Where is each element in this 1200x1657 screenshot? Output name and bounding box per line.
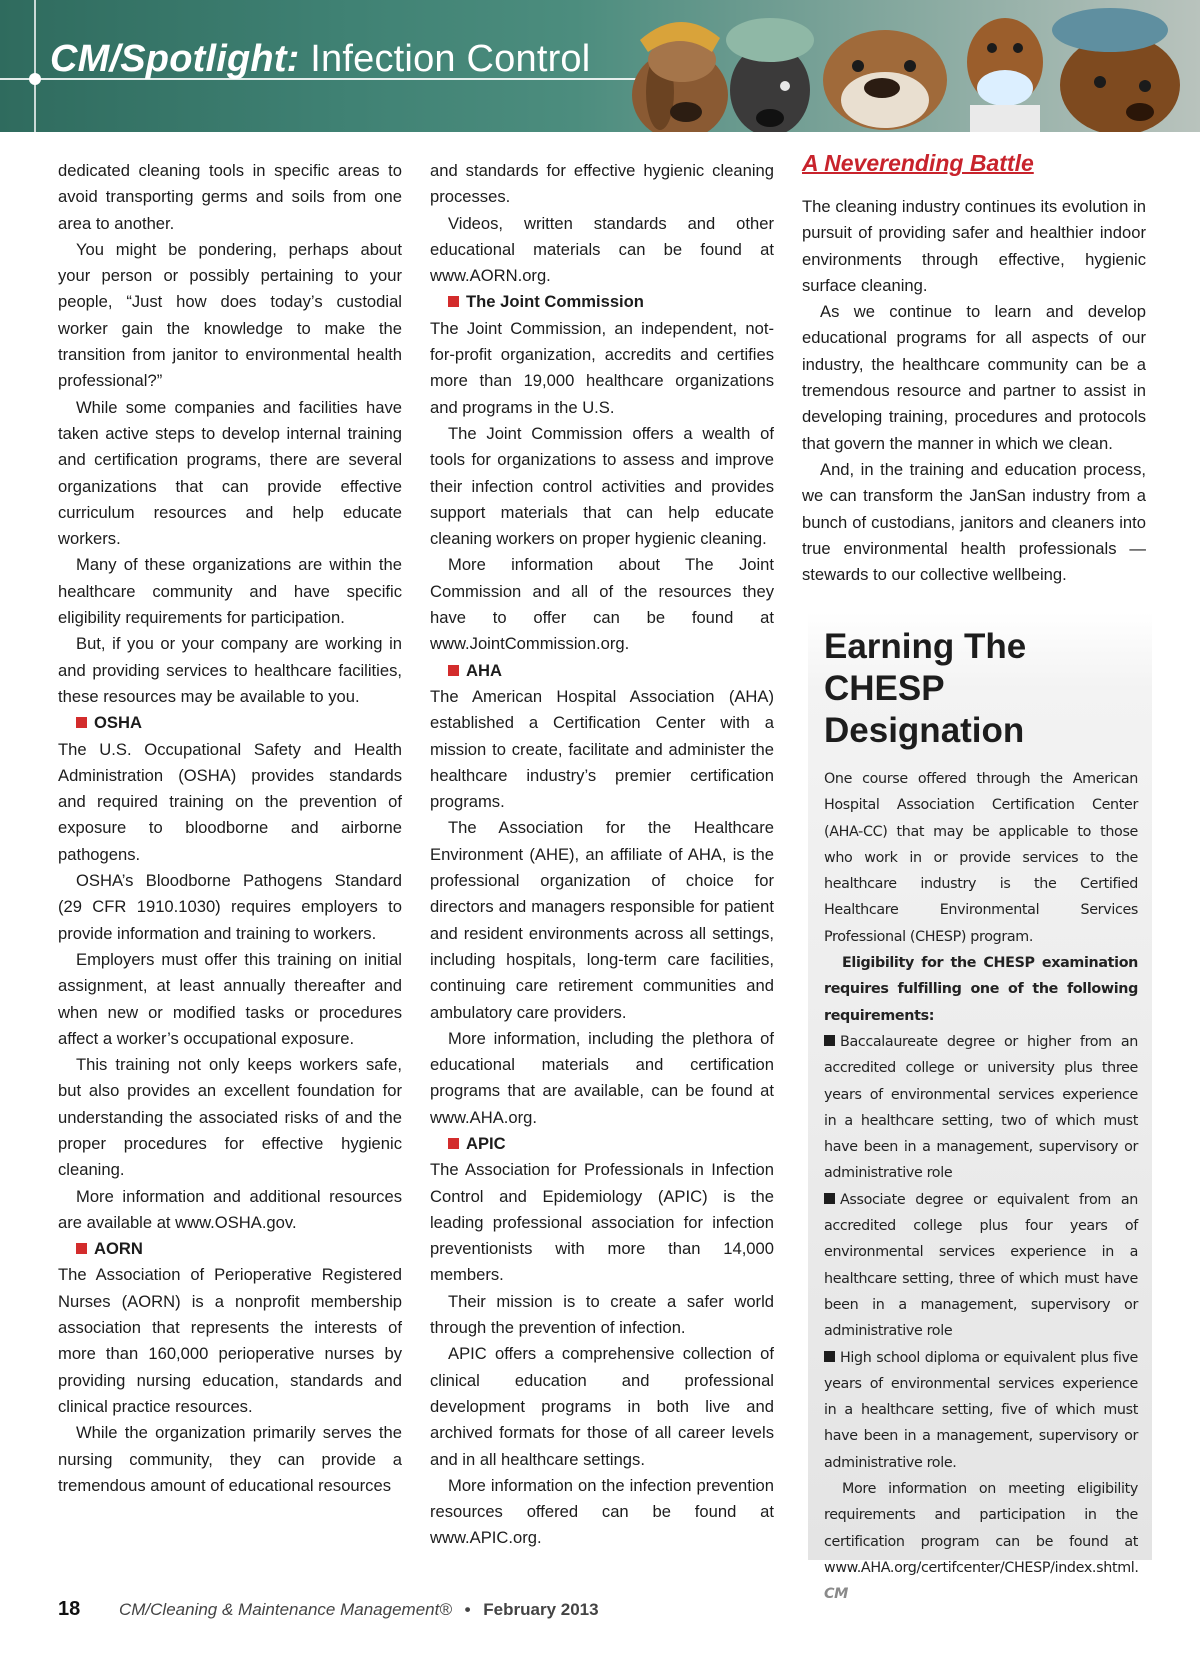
paragraph: The cleaning industry continues its evolution in pursuit of providing safer and healthier indoor environments through effective, hygienic surface cleaning. (802, 197, 1146, 295)
basset-dog-icon (632, 22, 728, 132)
section-label: Infection Control (310, 38, 591, 80)
eligibility-heading: Eligibility for the CHESP examination requires fulfilling one of the following requirements: (824, 955, 1138, 1024)
paragraph: The Association for the Healthcare Environment (AHE), an affiliate of AHA, is the professional organization of choice for directors and managers responsible for patient and resident environments across all settings, including hospitals, long-term care facilities, continuing care retirement communities and ambulatory care providers. (430, 818, 774, 1022)
paragraph: and standards for effective hygienic cleaning processes. (430, 161, 774, 207)
paragraph: The American Hospital Association (AHA) established a Certification Center with a mission to create, facilitate and administer the healthcare industry’s premier certification programs. (430, 686, 774, 812)
paragraph: Employers must offer this training on initial assignment, at least annually thereafter and when new or modified tasks or procedures affect a worker’s occupational exposure. (58, 949, 402, 1048)
paragraph: One course offered through the American Hospital Association Certification Center (AHA-CC) that may be applicable to those who work in or provide services to the healthcare industry is the Certified Healthcare Environmental Services Professional (CHESP) program. (824, 771, 1138, 945)
black-square-bullet-icon (824, 1351, 835, 1362)
end-mark: CM (824, 1586, 849, 1603)
banner-vertical-rule (34, 0, 36, 132)
brown-dog-icon (1052, 8, 1180, 132)
subhead-label: AORN (94, 1239, 143, 1259)
paragraph: dedicated cleaning tools in specific areas to avoid transporting germs and soils from one area to another. (58, 161, 402, 233)
paragraph: Many of these organizations are within the healthcare community and have specific eligibility requirements for participation. (58, 555, 402, 628)
more-info-text: More information on meeting eligibility requirements and participation in the certification program can be found at www.AHA.org/certifcenter/CHESP/index.shtml. (824, 1481, 1139, 1576)
publication-name: CM/Cleaning & Maintenance Management® (118, 1600, 452, 1619)
paragraph: The Joint Commission, an independent, not-for-profit organization, accredits and certifies more than 19,000 healthcare organizations and programs in the U.S. (430, 318, 774, 417)
chesp-sidebar (808, 612, 1152, 1603)
red-square-bullet-icon (76, 717, 87, 728)
requirement-item (824, 1029, 1138, 1187)
requirement-text: Baccalaureate degree or higher from an accredited college or university plus three years of environmental services experience in a healthcare setting, two of which must have been in a management, supervisory or administrative role (824, 1033, 1138, 1182)
paragraph: The Joint Commission offers a wealth of tools for organizations to assess and improve their infection control activities and provides support materials that can help educate cleaning workers on proper hygienic cleaning. (430, 423, 774, 549)
paragraph: APIC offers a comprehensive collection of clinical education and professional development programs in both live and archived formats for those of all career levels and in all healthcare settings. (430, 1344, 774, 1469)
sidebar-title: Earning The CHESP Designation (824, 627, 1027, 750)
paragraph: But, if you or your company are working in and providing services to healthcare facilities, these resources may be available to you. (58, 634, 402, 706)
paragraph: And, in the training and education process, we can transform the JanSan industry from a bunch of custodians, janitors and cleaners into true environmental health professionals — stewards to our collective wellbeing. (802, 459, 1146, 585)
subhead-label: The Joint Commission (466, 292, 644, 312)
section-title (50, 38, 590, 81)
brand-label: CM/Spotlight: (50, 38, 300, 80)
paragraph: The Association of Perioperative Registered Nurses (AORN) is a nonprofit membership association that represents the interests of more than 160,000 perioperative nurses by providing nursing education, standards and clinical practice resources. (58, 1265, 402, 1416)
requirement-text: Associate degree or equivalent from an accredited college plus four years of environmental services experience in a healthcare setting, three of which must have been in a management, supervisory or administrative role (824, 1191, 1138, 1340)
requirement-item (824, 1345, 1138, 1476)
red-square-bullet-icon (76, 1243, 87, 1254)
page-footer (58, 1598, 599, 1621)
bulldog-icon (823, 30, 947, 130)
paragraph: The Association for Professionals in Infection Control and Epidemiology (APIC) is the leading professional association for infection preventionists with more than 14,000 members. (430, 1160, 774, 1285)
paragraph: You might be pondering, perhaps about your person or possibly pertaining to your people, “Just how does today’s custodial worker gain the knowledge to make the transition from janitor to environmental health professional?” (58, 239, 402, 391)
subhead-osha (58, 710, 402, 736)
subhead-aha (430, 658, 774, 684)
paragraph: More information and additional resources are available at www.OSHA.gov. (58, 1186, 402, 1232)
red-square-bullet-icon (448, 296, 459, 307)
subhead-apic (430, 1131, 774, 1157)
sidebar-body (824, 766, 1138, 1608)
subhead-aorn (58, 1236, 402, 1262)
paragraph: More information, including the plethora of educational materials and certification programs that are available, can be found at www.AHA.org. (430, 1028, 774, 1127)
paragraph: The U.S. Occupational Safety and Health Administration (OSHA) provides standards and required training on the prevention of exposure to bloodborne and airborne pathogens. (58, 739, 402, 864)
sick-pets-illustration (620, 0, 1200, 132)
paragraph: While some companies and facilities have taken active steps to develop internal training and certification programs, there are several organizations that can provide effective curriculum resources and help educate workers. (58, 397, 402, 549)
paragraph: Their mission is to create a safer world through the prevention of infection. (430, 1291, 774, 1338)
boxer-dog-icon (967, 18, 1043, 132)
black-square-bullet-icon (824, 1035, 835, 1046)
black-square-bullet-icon (824, 1193, 835, 1204)
red-square-bullet-icon (448, 1138, 459, 1149)
paragraph: OSHA’s Bloodborne Pathogens Standard (29 CFR 1910.1030) requires employers to provide information and training to workers. (58, 871, 402, 943)
paragraph: This training not only keeps workers safe, but also provides an excellent foundation for understanding the associated risks of and the proper procedures for effective hygienic cleaning. (58, 1055, 402, 1180)
column-2 (430, 158, 774, 1552)
issue-date: February 2013 (483, 1600, 599, 1619)
page-number: 18 (58, 1598, 81, 1620)
paragraph: More information about The Joint Commission and all of the resources they have to offer can be found at www.JointCommission.org. (430, 555, 774, 654)
red-square-bullet-icon (448, 665, 459, 676)
footer-separator: • (464, 1600, 471, 1619)
column-1 (58, 158, 402, 1499)
subhead-label: AHA (466, 660, 502, 680)
requirement-item (824, 1187, 1138, 1345)
requirement-text: High school diploma or equivalent plus five years of environmental services experience in a healthcare setting, five of which must have been in a management, supervisory or administrative role. (824, 1349, 1138, 1471)
header-banner (0, 0, 1200, 132)
subhead-label: OSHA (94, 713, 142, 733)
subhead-label: APIC (466, 1133, 506, 1153)
column-3 (802, 194, 1146, 588)
subhead-joint-commission (430, 289, 774, 315)
paragraph: As we continue to learn and develop educational programs for all aspects of our industry, the healthcare community can be a tremendous resource and partner to assist in developing training, procedures and protocols that govern the manner in which we clean. (802, 302, 1146, 453)
paragraph: More information on the infection prevention resources offered can be found at www.APIC.org. (430, 1475, 774, 1548)
paragraph: Videos, written standards and other educational materials can be found at www.AORN.org. (430, 213, 774, 286)
section-heading-neverending-battle: A Neverending Battle (802, 150, 1034, 176)
paragraph (824, 1476, 1138, 1607)
banner-dot (29, 73, 41, 85)
paragraph: While the organization primarily serves the nursing community, they can provide a tremendous amount of educational resources (58, 1423, 402, 1495)
dark-dog-icon (726, 18, 814, 132)
